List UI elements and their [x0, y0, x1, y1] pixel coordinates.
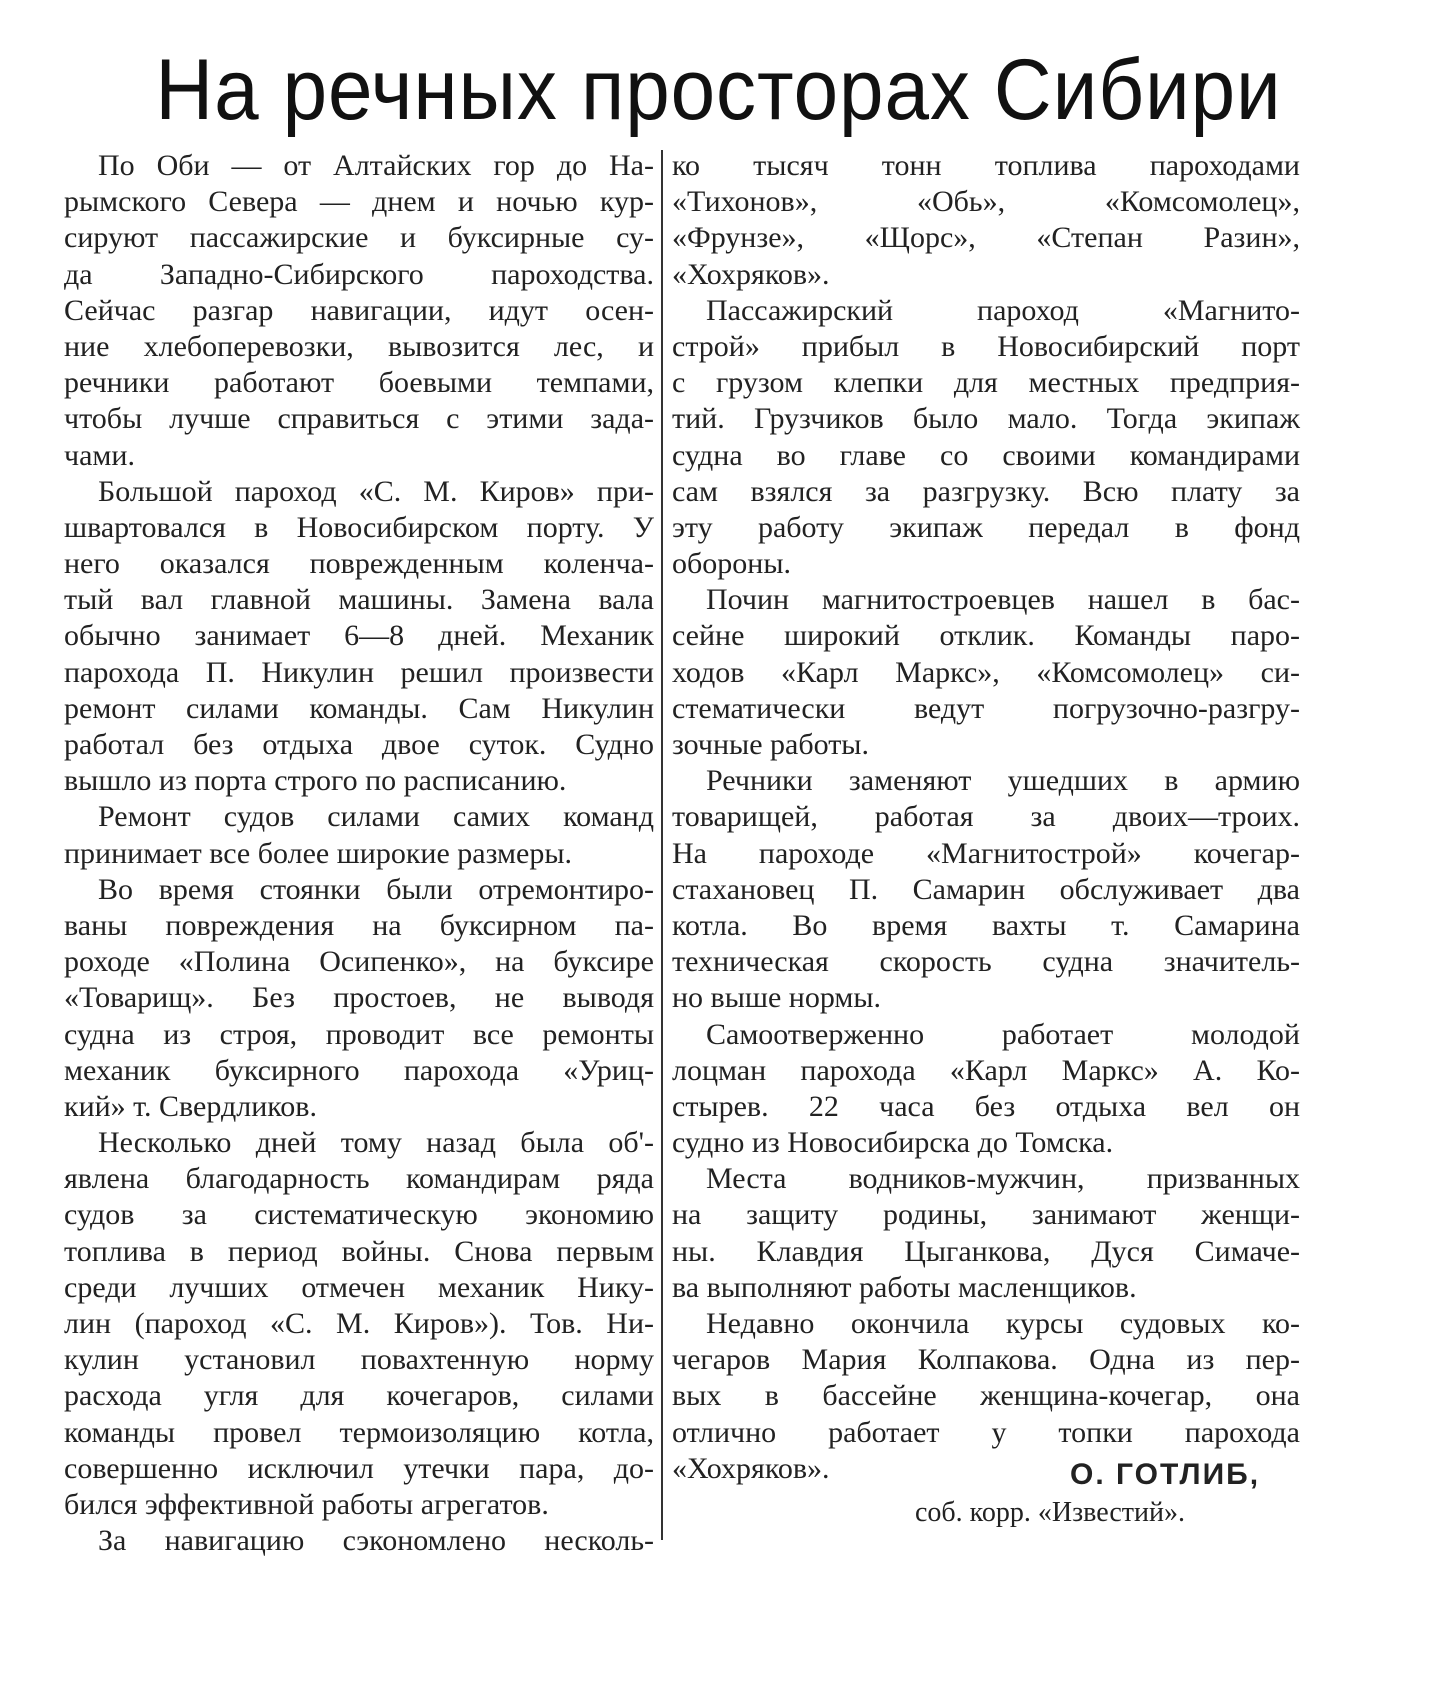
paragraph	[672, 1017, 1300, 1162]
text-line: «Товарищ». Без простоев, не выводя	[64, 981, 654, 1015]
paragraph	[64, 474, 654, 800]
paragraph	[672, 148, 1300, 293]
author-role: соб. корр. «Известий».	[915, 1497, 1185, 1528]
text-line: За навигацию сэкономлено несколь-	[98, 1524, 654, 1558]
text-line: Ремонт судов силами самих команд	[98, 800, 654, 834]
text-line: на защиту родины, занимают женщи-	[672, 1198, 1300, 1232]
text-line: товарищей, работая за двоих—троих.	[672, 800, 1300, 834]
paragraph	[64, 872, 654, 1125]
text-line: ны. Клавдия Цыганкова, Дуся Симаче-	[672, 1234, 1300, 1268]
text-line: да Западно-Сибирского пароходства.	[64, 257, 654, 291]
text-line: топлива в период войны. Снова первым	[64, 1234, 654, 1268]
text-line: котла. Во время вахты т. Самарина	[672, 908, 1300, 942]
text-line: расхода угля для кочегаров, силами	[64, 1379, 654, 1413]
author-signature: О. ГОТЛИБ,	[1070, 1458, 1261, 1491]
text-line: тый вал главной машины. Замена вала	[64, 583, 654, 617]
text-line: вышло из порта строго по расписанию.	[64, 764, 567, 798]
text-line: лин (пароход «С. М. Киров»). Тов. Ни-	[64, 1307, 654, 1340]
text-line: парохода П. Никулин решил произвести	[64, 655, 654, 689]
paragraph	[64, 1523, 654, 1559]
text-line: сам взялся за разгрузку. Всю плату за	[672, 474, 1300, 508]
text-line: кулин установил повахтенную норму	[64, 1343, 654, 1377]
text-line: Недавно окончила курсы судовых ко-	[706, 1307, 1300, 1340]
text-line: «Хохряков».	[672, 257, 830, 291]
text-line: Почин магнитостроевцев нашел в бас-	[706, 583, 1300, 617]
text-line: сируют пассажирские и буксирные су-	[64, 221, 654, 255]
text-line: «Фрунзе», «Щорс», «Степан Разин»,	[672, 221, 1300, 255]
text-line: обычно занимает 6—8 дней. Механик	[64, 619, 654, 653]
text-line: отлично работает у топки парохода	[672, 1415, 1300, 1449]
text-line: среди лучших отмечен механик Нику-	[64, 1270, 654, 1304]
text-line: чтобы лучше справиться с этими зада-	[64, 402, 654, 436]
text-line: Пассажирский пароход «Магнито-	[706, 293, 1300, 327]
text-line: ко тысяч тонн топлива пароходами	[672, 149, 1300, 182]
text-line: ние хлебоперевозки, вывозится лес, и	[64, 329, 654, 363]
text-line: него оказался поврежденным коленча-	[64, 547, 654, 581]
text-line: судна во главе со своими командирами	[672, 438, 1300, 472]
text-line: но выше нормы.	[672, 981, 882, 1015]
text-line: чами.	[64, 438, 135, 472]
text-line: судов за систематическую экономию	[64, 1198, 654, 1232]
text-line: Сейчас разгар навигации, идут осен-	[64, 293, 654, 327]
text-line: кий» т. Свердликов.	[64, 1089, 317, 1123]
text-line: техническая скорость судна значитель-	[672, 945, 1300, 979]
left-column	[64, 148, 654, 1559]
text-line: По Оби — от Алтайских гор до На-	[98, 149, 654, 182]
text-line: чегаров Мария Колпакова. Одна из пер-	[672, 1343, 1300, 1377]
paragraph	[672, 582, 1300, 763]
text-line: совершенно исключил утечки пара, до-	[64, 1451, 654, 1485]
text-line: Самоотверженно работает молодой	[706, 1017, 1300, 1051]
text-line: механик буксирного парохода «Уриц-	[64, 1053, 654, 1087]
text-line: стематически ведут погрузочно-разгру-	[672, 691, 1300, 725]
text-line: с грузом клепки для местных предприя-	[672, 366, 1300, 400]
text-line: ходов «Карл Маркс», «Комсомолец» си-	[672, 655, 1300, 689]
text-line: явлена благодарность командирам ряда	[64, 1162, 654, 1196]
paragraph	[64, 148, 654, 474]
text-line: Места водников-мужчин, призванных	[706, 1162, 1300, 1196]
right-column	[672, 148, 1300, 1487]
text-line: судно из Новосибирска до Томска.	[672, 1126, 1114, 1160]
text-line: речники работают боевыми темпами,	[64, 366, 654, 400]
paragraph	[64, 1125, 654, 1523]
text-line: стахановец П. Самарин обслуживает два	[672, 872, 1300, 906]
column-divider	[661, 150, 663, 1540]
text-line: тий. Грузчиков было мало. Тогда экипаж	[672, 402, 1300, 436]
text-line: сейне широкий отклик. Команды паро-	[672, 619, 1300, 653]
paragraph	[64, 799, 654, 871]
text-line: команды провел термоизоляцию котла,	[64, 1415, 654, 1449]
text-line: бился эффективной работы агрегатов.	[64, 1487, 549, 1521]
text-line: роходе «Полина Осипенко», на буксире	[64, 945, 654, 979]
text-line: Большой пароход «С. М. Киров» при-	[98, 474, 654, 508]
text-line: «Тихонов», «Обь», «Комсомолец»,	[672, 185, 1300, 219]
text-line: Во время стоянки были отремонтиро-	[98, 872, 654, 906]
text-line: На пароходе «Магнитострой» кочегар-	[672, 836, 1300, 870]
text-line: лоцман парохода «Карл Маркс» А. Ко-	[672, 1053, 1300, 1087]
text-line: Несколько дней тому назад была об'-	[98, 1126, 654, 1160]
text-line: ваны повреждения на буксирном па-	[64, 908, 654, 942]
text-line: ва выполняют работы масленщиков.	[672, 1270, 1137, 1304]
paragraph	[672, 1161, 1300, 1306]
text-line: зочные работы.	[672, 728, 869, 761]
text-line: работал без отдыха двое суток. Судно	[64, 728, 654, 761]
article-title: На речных просторах Сибири	[155, 42, 1282, 138]
text-line: рымского Севера — днем и ночью кур-	[64, 185, 654, 219]
text-line: стырев. 22 часа без отдыха вел он	[672, 1089, 1300, 1123]
text-line: Речники заменяют ушедших в армию	[706, 764, 1300, 798]
text-line: принимает все более широкие размеры.	[64, 836, 572, 870]
text-line: швартовался в Новосибирском порту. У	[64, 510, 654, 544]
text-line: строй» прибыл в Новосибирский порт	[672, 329, 1300, 363]
text-line: эту работу экипаж передал в фонд	[672, 510, 1300, 544]
text-line: вых в бассейне женщина-кочегар, она	[672, 1379, 1300, 1413]
paragraph	[672, 293, 1300, 583]
text-line: «Хохряков».	[672, 1451, 830, 1485]
text-line: ремонт силами команды. Сам Никулин	[64, 691, 654, 725]
text-line: судна из строя, проводит все ремонты	[64, 1017, 654, 1051]
paragraph	[672, 763, 1300, 1016]
text-line: обороны.	[672, 547, 791, 581]
